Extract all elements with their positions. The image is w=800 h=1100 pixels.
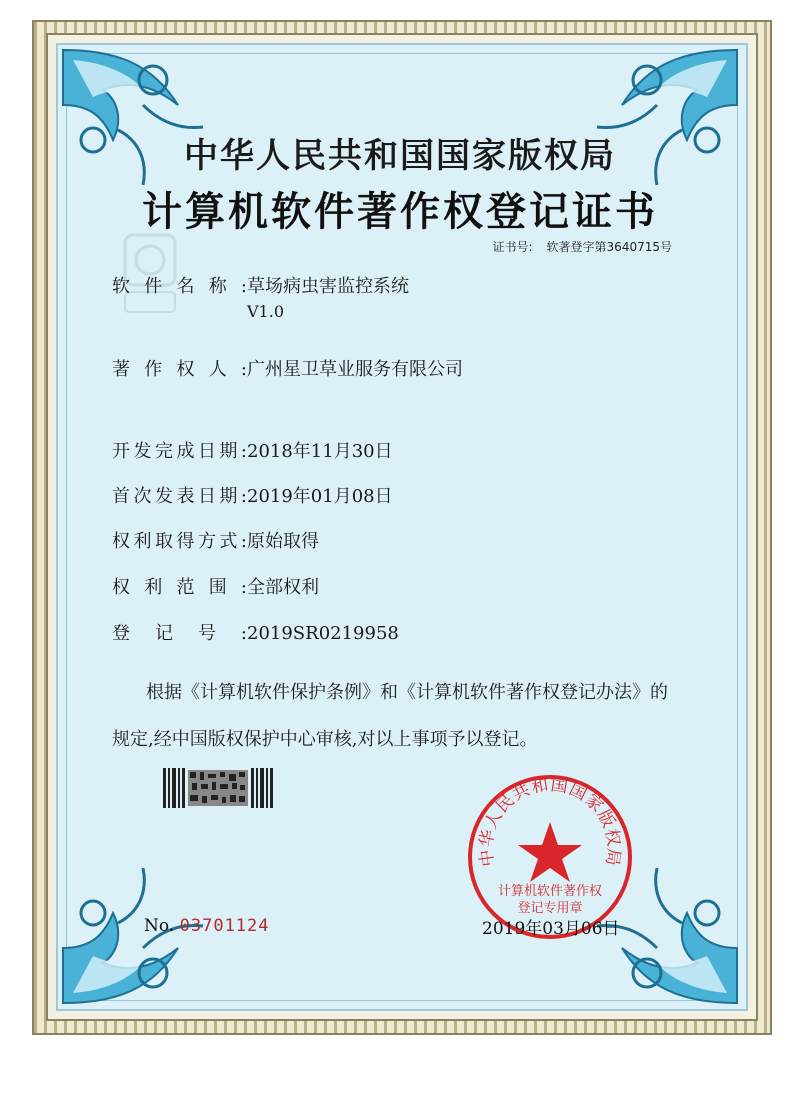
field-software-name bbox=[112, 272, 409, 321]
certificate-title: 计算机软件著作权登记证书 bbox=[142, 188, 658, 235]
acquisition-value: 原始取得 bbox=[247, 531, 319, 552]
field-acquisition bbox=[112, 527, 319, 553]
svg-text:计算机软件著作权: 计算机软件著作权 bbox=[497, 884, 603, 899]
svg-text:登记专用章: 登记专用章 bbox=[517, 901, 583, 916]
issuing-authority: 中华人民共和国国家版权局 bbox=[184, 136, 616, 176]
software-name-label: 软件名称: bbox=[112, 276, 247, 297]
svg-text:中华人民共和国国家版权局: 中华人民共和国国家版权局 bbox=[476, 775, 624, 868]
owner-label: 著作权人: bbox=[112, 359, 247, 380]
barcode-icon bbox=[163, 768, 273, 808]
pub-date-label: 首次发表日期: bbox=[112, 486, 247, 507]
scope-value: 全部权利 bbox=[247, 577, 319, 598]
legal-basis-line2: 规定,经中国版权保护中心审核,对以上事项予以登记。 bbox=[112, 729, 538, 750]
serial-label: No. bbox=[144, 916, 175, 936]
field-registration-number bbox=[112, 619, 399, 645]
certificate-number-value: 软著登字第3640715号 bbox=[546, 240, 672, 254]
scope-label: 权利范围: bbox=[112, 577, 247, 598]
pub-date-value: 2019年01月08日 bbox=[247, 486, 393, 507]
acquisition-label: 权利取得方式: bbox=[112, 531, 247, 552]
field-scope bbox=[112, 573, 319, 599]
field-dev-date bbox=[112, 437, 393, 463]
owner-value: 广州星卫草业服务有限公司 bbox=[247, 359, 463, 380]
field-copyright-owner bbox=[112, 355, 463, 381]
issue-date: 2019年03月06日 bbox=[482, 919, 620, 939]
software-name-value: 草场病虫害监控系统 bbox=[247, 276, 409, 297]
serial-value: 03701124 bbox=[179, 916, 270, 936]
dev-date-label: 开发完成日期: bbox=[112, 441, 247, 462]
serial-number bbox=[144, 916, 270, 936]
field-publish-date bbox=[112, 482, 393, 508]
certificate-number-label: 证书号: bbox=[492, 240, 533, 254]
registration-value: 2019SR0219958 bbox=[247, 623, 399, 644]
certificate-number bbox=[493, 238, 673, 255]
registration-label: 登记号: bbox=[112, 623, 247, 644]
dev-date-value: 2018年11月30日 bbox=[247, 441, 393, 462]
legal-basis-line1: 根据《计算机软件保护条例》和《计算机软件著作权登记办法》的 bbox=[146, 682, 668, 703]
software-version: V1.0 bbox=[247, 302, 284, 321]
